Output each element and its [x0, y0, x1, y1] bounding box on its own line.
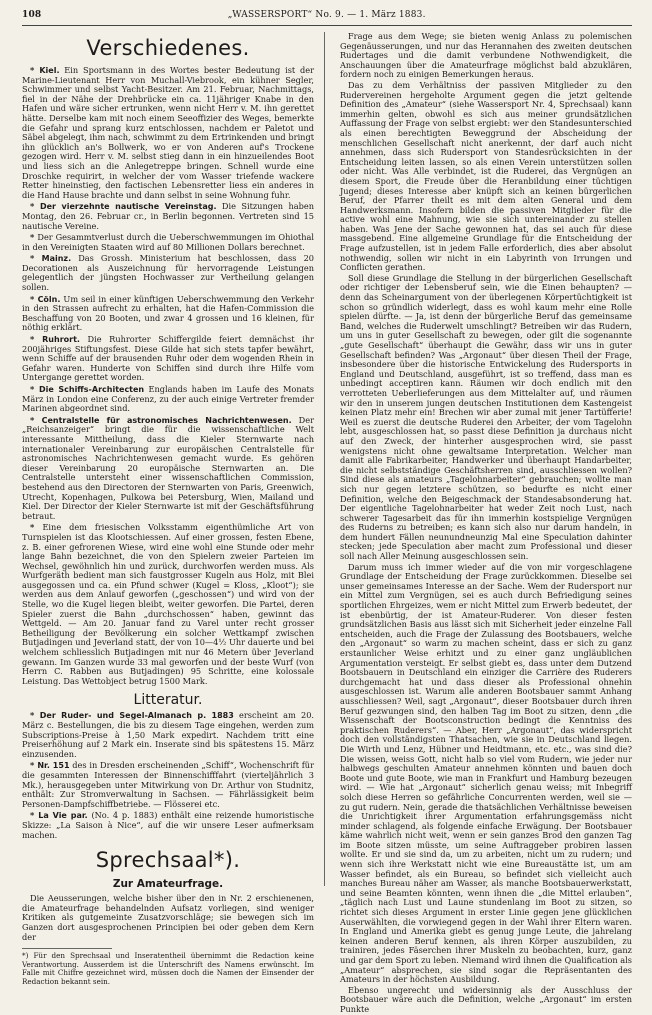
- litteratur-items: [22, 711, 314, 840]
- item-keyword: Ruhrort.: [42, 335, 80, 345]
- news-item: [22, 335, 314, 383]
- item-text: Englands haben im Laufe des Monats März in London eine Conferenz, zu der auch einige Vertreter fremder Marinen abgeordnet sind.: [22, 384, 314, 414]
- article-paragraph: Frage aus dem Wege; sie bieten wenig Anlass zu polemischen Gegenäusserungen, und nur das Herannahen des zweiten deutschen Rudertages und die damit verbundene Nothwendigkeit, die Anschauungen über die Amateurfrage möglichst bald abzuklären, fordern noch zu einigen Bemerkungen heraus.: [340, 31, 632, 80]
- item-keyword: Nr. 151: [37, 761, 70, 771]
- item-keyword: Mainz.: [41, 254, 72, 264]
- item-text: (No. 4 p. 1883) enthält eine reizende humoristische Skizze: „La Saison à Nice“, auf die wir unsere Leser aufmerksam machen.: [22, 810, 314, 840]
- item-star: *: [30, 810, 39, 821]
- literature-item: [22, 811, 314, 840]
- item-star: *: [30, 293, 38, 304]
- left-column: [22, 32, 315, 986]
- item-text: Ein Sportsmann in des Wortes bester Bedeutung ist der Marine-Lieutenant Herr von Muchall-Viebrook, ein kühner Segler, Schwimmer und selbst Yacht-Besitzer. Am 21. Februar, Nachmittags, fiel in der Nähe der Drehbrücke ein ca. 11jähriger Knabe in den Hafen und wäre sicher ertrunken, wenn nicht Herr v. M. ihn gerettet hätte. Derselbe kam mit noch einem Seeoffizier des Weges, bemerkte die Gefahr und sprang kurz entschlossen, nachdem er Paletot und Säbel abgelegt, ihm nach, schwimmt zu dem Ertrinkenden und bringt ihn glücklich an's Bollwerk, wo er von Anderen auf's Trockene gezogen wird. Herr v. M. selbst stieg dann in ein hinzueilendes Boot und liess sich an die Anlegetreppe bringen. Schnell wurde eine Droschke requirirt, in welcher der vom Wasser triefende wackere Retter hineinstieg, den factischen Lebensretter liess ein anderes in die Hand Hause brachte und dann selbst in seine Wohnung fuhr.: [22, 65, 314, 200]
- article-paragraph: Ebenso ungerecht und widersinnig als der Ausschluss der Bootsbauer wäre auch die Definition, welche „Argonaut“ im ersten Punkte: [340, 984, 632, 1014]
- item-star: *: [30, 201, 40, 212]
- item-text: Um seil in einer künftigen Ueberschwemmung den Verkehr in den Strassen aufrecht zu erhalten, hat die Hafen-Commission die Beschaffung von 20 Booten, und zwar 4 grossen und 16 kleinen, für nöthig erklärt.: [22, 293, 314, 333]
- item-keyword: Die Schiffs-Architecten: [38, 385, 145, 394]
- article-paragraph: Darum muss ich immer wieder auf die von mir vorgeschlagene Grundlage der Entscheidung der Frage zurückkommen. Dieselbe sei unser gemeinsames Interesse an der Sache. Wem der Rudersport nur ein Mittel zum Vergnügen, sei es auch durch Befriedigung seines sportlichen Ehrgeizes, wem er nicht Mittel zum Erwerb bedeutet, der ist ebenbürtig, der ist Amateur-Ruderer. Von dieser festen grundsätzlichen Basis aus lässt sich mit Sicherheit jeder einzelne Fall entscheiden, auch die Frage der Zulassung des Bootsbauers, welche den „Argonaut“ so warm zu machen scheint, dass er sich zu ganz erstaunlicher Weise erhitzt und zu einer ganz ungläublichen Argumentation versteigt. Er selbst giebt es, dass unter dem Dutzend Bootsbauern in Deutschland ein einziger die Carrière des Ruderers durchgemacht hat und dass dieser als Professional ohnehin ausgeschlossen ist. Warum alle anderen Bootsbauer sammt Anhang ausschliessen? Weil, sagt „Argonaut“, dieser Bootsbauer durch ihren Beruf gezwungen sind, den halben Tag im Boot zu sitzen, denn „die Wissenschaft der Bootsconstruction bedingt die Kenntniss des praktischen Ruderers“. — Aber, Herr „Argonaut“, das widerspricht doch den vollständigsten Thatsachen, wie sie in Deutschland liegen. Die Wirth und Lenz, Hübner und Heidtmann, etc. etc., was sind die? Die wissen, weiss Gott, nicht halb so viel vom Rudern, wie jeder nur halbwegs geschulten Amateur annehmen könnten und bauen doch Boote und gute Boote, wie man in Frankfurt und Hamburg bezeugen wird. — Wie hat „Argonaut“ sicherlich genau weiss; mit Inbegriff solch diese Herren so gefährliche Concurrenten werden, weil sie — zu gut rudern. Nein, gerade die thatsächlichen Verhältnisse beweisen die Unrichtigkeit ihrer Argumentation erfahrungsgemäss nicht minder schlagend, als folgende einfache Erwägung. Der Bootsbauer käme wahrlich nicht weit, wenn er sein ganzes Brod den ganzen Tag im Boote sitzen müsste, um seine Auftraggeber probiren lassen wollte. Er und sie sind da, um zu arbeiten, nicht um zu rudern; und wenn sich ihre Werkstatt nicht wie eine Bureaustätte ist, um am Wasser befindet, als ein Bureau, so befindet sich vielleicht auch manches Bureau näher am Wasser, als manche Bootsbauerwerkstatt, und seine Beamten könnten, wenn ihnen die „die Mittel erlauben“, „täglich nach Lust und Laune stundenlang im Boot zu sitzen, so richtet sich dieses Argument in erster Linie gegen jene glücklichen Auserwählten, die vorwiegend gegen in der Wahl ihrer Eltern waren. In England und Amerika giebt es genug junge Leute, die jahrelang keinen anderen Beruf kennen, als ihren Körper auszubilden, zu trainiren, jedes Fäserchen ihrer Muskeln zu beobachten, kurz, ganz und gar dem Sport zu leben. Niemand wird ihnen die Qualification als „Amateur“ absprechen, sie sind sogar die Repräsentanten des Amateurs in der höchsten Ausbildung.: [340, 561, 632, 985]
- running-head-title: „WASSERSPORT“ No. 9. — 1. März 1883.: [227, 10, 426, 20]
- literature-item: [22, 761, 314, 809]
- item-text: Das Grossh. Ministerium hat beschlossen, dass 20 Decorationen als Auszeichnung für hervorragende Leistungen gelegentlich der jüngsten Hochwasser zur Vertheilung gelangen sollen.: [22, 253, 314, 293]
- news-item: [22, 416, 314, 522]
- column-rule: [324, 32, 325, 886]
- literature-item: [22, 711, 314, 759]
- item-keyword: Der vierzehnte nautische Vereinstag.: [39, 202, 217, 212]
- item-text: des in Dresden erscheinenden „Schiff“, Wochenschrift für die gesammten Interessen der Binnenschifffahrt (vierteljährlich 3 Mk.), herausgegeben unter Mitwirkung von Dr. Arthur von Studnitz, enthält: Zur Stromverwaltung in Sachsen. — Fährlässigkeit beim Personen-Dampfschiffbetriebe. — Flösserei etc.: [22, 760, 314, 809]
- item-star: *: [30, 760, 38, 771]
- section-heading-sprechsaal: Sprechsaal*).: [95, 848, 241, 873]
- item-star: *: [30, 253, 42, 264]
- section-heading-verschiedenes: Verschiedenes.: [86, 36, 250, 60]
- columns: [22, 31, 632, 1014]
- item-keyword: Kiel.: [39, 66, 60, 75]
- item-text: Die Sitzungen haben Montag, den 26. Februar cr., in Berlin begonnen. Vertreten sind 15 nautische Vereine.: [22, 201, 314, 231]
- item-star: *: [30, 334, 43, 345]
- sprechsaal-intro: Die Aeusserungen, welche bisher über den in Nr. 2 erschienenen, die Amateurfrage behandelnden Aufsatz vorliegen, sind weniger Kritiken als gutgemeinte Zusatzvorschläge; sie bewegen sich im Ganzen dort ausgesprochenen Principien bei oder geben dem Kern der: [22, 893, 314, 942]
- item-text: Eine dem friesischen Volksstamm eigenthümliche Art von Turnspielen ist das Klootschiessen. Auf einer grossen, festen Ebene, z. B. einer gefrorenen Wiese, wird eine wohl eine Stunde oder mehr lange Bahn bezeichnet, die von den Spielern zweier Parteien im Wechsel, gewöhnlich hin und zurück, durchworfen werden muss. Als Wurfgeräth bedient man sich faustgrosser Kugeln aus Holz, mit Blei ausgegossen und ca. ein Pfund schwer (Kugel = Kloss, „Kloot“); sie werden aus dem Anlauf geworfen („geschossen“) und wird von der Stelle, wo die Kugel liegen bleibt, weiter geworfen. Die Partei, deren Spieler zuerst die Bahn „durchschossen“ haben, gewinnt das Wettgeld. — Am 20. Januar fand zu Varel unter recht grosser Betheiligung der Bevölkerung ein solcher Wettkampf zwischen Butjadingen und Jeverland statt, der von 10—4½ Uhr dauerte und bei welchem schliesslich Butjadingen mit nur 46 Metern über Jeverland gewann. Im Ganzen wurde 33 mal geworfen und der beste Wurf (von Herrn C. Rabben aus Butjadingen) 95 Schritte, eine kolossale Leistung. Das Wettobject betrug 1500 Mark.: [22, 522, 314, 686]
- article-paragraph: Soll diese Grundlage die Stellung in der bürgerlichen Gesellschaft oder richtiger der Lebensberuf sein, wie die Einen behaupten? — denn das Scheinargument von der überlegenen Körpertüchtigkeit ist schon so gründlich widerlegt, dass es wohl kaum mehr eine Rolle spielen dürfte. — Ja, ist denn der bürgerliche Beruf das gemeinsame Band, welches die Ruderwelt umschlingt? Betreiben wir das Rudern, um uns in guter Gesellschaft zu bewegen, oder gilt die sogenannte „gute Gesellschaft“ überhaupt die Gewähr, dass wir uns in guter Gesellschaft befinden? Was „Argonaut“ über diesen Theil der Frage, insbesondere über die historische Entwickelung des Rudersports in England und Deutschland, ausgeführt, ist so treffend, dass man es unbedingt acceptiren kann. Räumen wir doch endlich mit den verrotteten Ueberlieferungen aus dem Mittelalter auf, und räumen wir den in unserem jungen deutschen Institutionen dem Kastengeist keinen Platz mehr ein! Brechen wir aber zumal mit jener Tartüfferie! Weil es zuerst die deutsche Ruderei den Arbeiter, der vom Tagelohn lebt, ausgeschlossen hat, so passt diese Definition ja durchaus nicht auf den Zweck, der hinterher ausgesprochen wird, sie passt wenigstens nicht ohne gewaltsame Interpretation. Welcher man damit alle Fabrikarbeiter, Handwerker und überhaupt Handarbeiter, die nicht selbstständige Geschäftsherren sind, ausschliessen wollen? Sind diese als amateurs „Tagelohnarbeiter“ gebrauchen; wollte man sich nur gegen letztere schützen, so bedurfte es nicht einer Definition, welche den Beigeschmack der Standesabsonderung hat. Der eigentliche Tagelohnarbeiter hat weder Zeit noch Lust, nach schwerer Tagesarbeit das für ihn immerhin kostspielige Vergnügen des Ruderns zu betreiben; es kann sich also nur darum handeln, in dem hundert Fällen neunundneunzig Mal eine Speculation dahinter stecken; jede Speculation aber macht zum Professional und dieser soll nach Aller Meinung ausgeschlossen sein.: [340, 272, 632, 562]
- item-star: *: [30, 710, 40, 721]
- sprechsaal-subheading: Zur Amateurfrage.: [112, 878, 224, 891]
- footnote: *) Für den Sprechsaal und Inseratentheil übernimmt die Redaction keine Verantwortung. Ausserdem ist die Unterschrift des Namens erwünscht. Im Falle mit Chiffre gezeichnet wird, müssen doch die Namen der Einsender der Redaction bekannt sein.: [22, 951, 314, 986]
- item-text: erscheint am 20. März c. Bestellungen, die bis zu diesem Tage eingehen, werden zum Subscriptions-Preise à 1,50 Mark expedirt. Nachdem tritt eine Preiserhöhung auf 2 Mark ein. Inserate sind bis spätestens 15. März einzusenden.: [22, 710, 315, 759]
- item-keyword: Centralstelle für astronomisches Nachrichtenwesen.: [41, 415, 292, 425]
- page-number: 108: [22, 10, 42, 20]
- item-keyword: Cöln.: [37, 294, 61, 304]
- item-text: Die Ruhrorter Schiffergilde feiert demnächst ihr 200jähriges Stiftungsfest. Diese Gilde hat sich stets tapfer bewährt, wenn Schiffe auf der brausenden Ruhr oder dem wogenden Rhein in Gefahr waren. Hunderte von Schiffen sind durch ihre Hilfe vom Untergange gerettet worden.: [22, 334, 315, 383]
- item-text: Der Gesammtverlust durch die Ueberschwemmungen im Ohiothal in den Vereinigten Staaten wird auf 80 Millionen Dollars berechnet.: [22, 232, 314, 252]
- section-heading-litteratur: Litteratur.: [133, 692, 203, 709]
- item-star: *: [30, 522, 43, 533]
- news-item: [22, 233, 314, 252]
- news-item: [22, 523, 314, 686]
- item-text: Der „Reichsanzeiger“ bringt die für die wissenschaftliche Welt interessante Mittheilung, dass die Kieler Sternwarte nach internationaler Vereinbarung zur europäischen Centralstelle für astronomisches Nachrichtenwesen gemacht wurde. Es gehören dieser Vereinbarung 20 europäische Sternwarten an. Die Centralstelle untersteht einer wissenschaftlichen Commission, bestehend aus den Directoren der Sternwarten von Paris, Greenwich, Utrecht, Kopenhagen, Pulkowa bei Petersburg, Wien, Mailand und Kiel. Der Director der Kieler Sternwarte ist mit der Geschäftsführung betraut.: [22, 414, 314, 521]
- news-item: [22, 254, 314, 292]
- item-star: *: [30, 384, 39, 394]
- item-keyword: La Vie par.: [38, 811, 88, 821]
- article-paragraph: Das zu dem Verhältniss der passiven Mitglieder zu den Rudervereinen hergeholte Argument gegen die jetzt geltende Definition des „Amateur“ (siehe Wassersport Nr. 4, Sprechsaal) kann immerhin gelten, obwohl es sich aus meiner grundsätzlichen Auffassung der Frage von selbst ergiebt: wer den Standesunterschied als einen berechtigten Beweggrund der Abscheidung der menschlichen Gesellschaft nicht anerkennt, der darf auch nicht annehmen, dass sich Rudersport von Standesrücksichten in der Entscheidung leiten lassen, so als einen Verein unterstützen sollen oder nicht. Was Alle verbindet, ist die Ruderei, das Vergnügen an diesem Sport, die Freude über die Heranbildung einer tüchtigen Jugend; dieses Interesse aber knüpft sich an keinen bürgerlichen Beruf, der Pfarrer theilt es mit dem alten General und dem Handwerksmann. Insofern bilden die passiven Mitglieder für die active wohl eine Mahnung, wie sie sich untereinander zu stellen haben. Was Jene der Sache gewonnen hat, das sei auch für diese massgebend. Eine allgemeine Grundlage für die Entscheidung der Frage aufzustellen, ist in jedem Falle erforderlich, dies aber absolut nothwendig, sollen wir nicht in ein Labyrinth von Irrungen und Conflicten gerathen.: [340, 79, 632, 273]
- news-item: [22, 295, 314, 333]
- news-item: [22, 66, 314, 200]
- verschiedenes-items: [22, 66, 314, 686]
- right-column: [340, 31, 632, 1014]
- news-item: [22, 202, 314, 231]
- item-star: *: [30, 65, 40, 75]
- news-item: [22, 385, 314, 414]
- item-star: *: [30, 414, 42, 425]
- footnote-rule: [22, 948, 112, 949]
- item-star: *: [30, 232, 38, 243]
- item-keyword: Der Ruder- und Segel-Almanach p. 1883: [39, 711, 234, 721]
- running-head: [22, 10, 632, 26]
